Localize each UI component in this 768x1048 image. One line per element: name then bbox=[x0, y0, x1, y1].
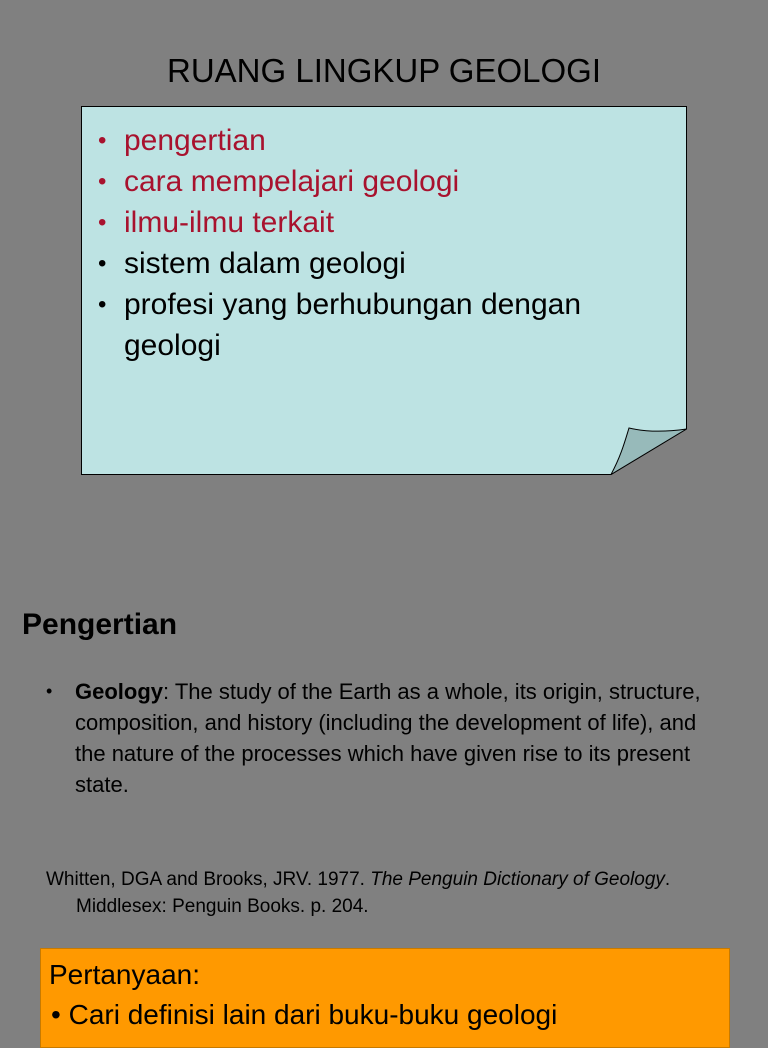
topic-item bbox=[96, 120, 681, 161]
topic-item-label: pengertian bbox=[124, 124, 266, 157]
question-box bbox=[40, 948, 730, 1048]
bullet-icon: • bbox=[98, 250, 107, 277]
topic-item bbox=[96, 202, 681, 243]
citation-suffix: . Middlesex: Penguin Books. p. 204. bbox=[76, 869, 671, 917]
bullet-icon: • bbox=[98, 209, 107, 236]
question-item-text: Cari definisi lain dari buku-buku geologi bbox=[68, 999, 558, 1030]
topic-item bbox=[96, 161, 681, 202]
question-label: Pertanyaan: bbox=[49, 959, 200, 990]
bullet-icon: • bbox=[98, 291, 107, 318]
bullet-icon: • bbox=[98, 168, 107, 195]
topic-item-label: sistem dalam geologi bbox=[124, 247, 406, 280]
slide-title: RUANG LINGKUP GEOLOGI bbox=[167, 52, 601, 89]
topic-list bbox=[96, 120, 681, 366]
topic-item-label: cara mempelajari geologi bbox=[124, 165, 460, 198]
definition-term: Geology bbox=[75, 679, 164, 704]
section-title: Pengertian bbox=[22, 608, 178, 641]
question-item bbox=[51, 999, 557, 1031]
bullet-icon: • bbox=[46, 681, 53, 701]
topic-item-label: profesi yang berhubungan dengan geologi bbox=[124, 288, 582, 362]
bullet-icon: • bbox=[51, 999, 61, 1030]
definition-paragraph bbox=[46, 676, 706, 800]
topic-box bbox=[81, 106, 687, 475]
topic-item-label: ilmu-ilmu terkait bbox=[124, 206, 335, 239]
topic-item bbox=[96, 243, 681, 284]
topic-item bbox=[96, 284, 681, 366]
citation-prefix: Whitten, DGA and Brooks, JRV. 1977. bbox=[46, 869, 371, 890]
citation-title: The Penguin Dictionary of Geology bbox=[370, 869, 665, 890]
bullet-icon: • bbox=[98, 127, 107, 154]
citation bbox=[46, 866, 736, 920]
definition-text: : The study of the Earth as a whole, its origin, structure, composition, and history (including the development of life), and the nature of the processes which have given rise to its present state. bbox=[75, 679, 701, 797]
